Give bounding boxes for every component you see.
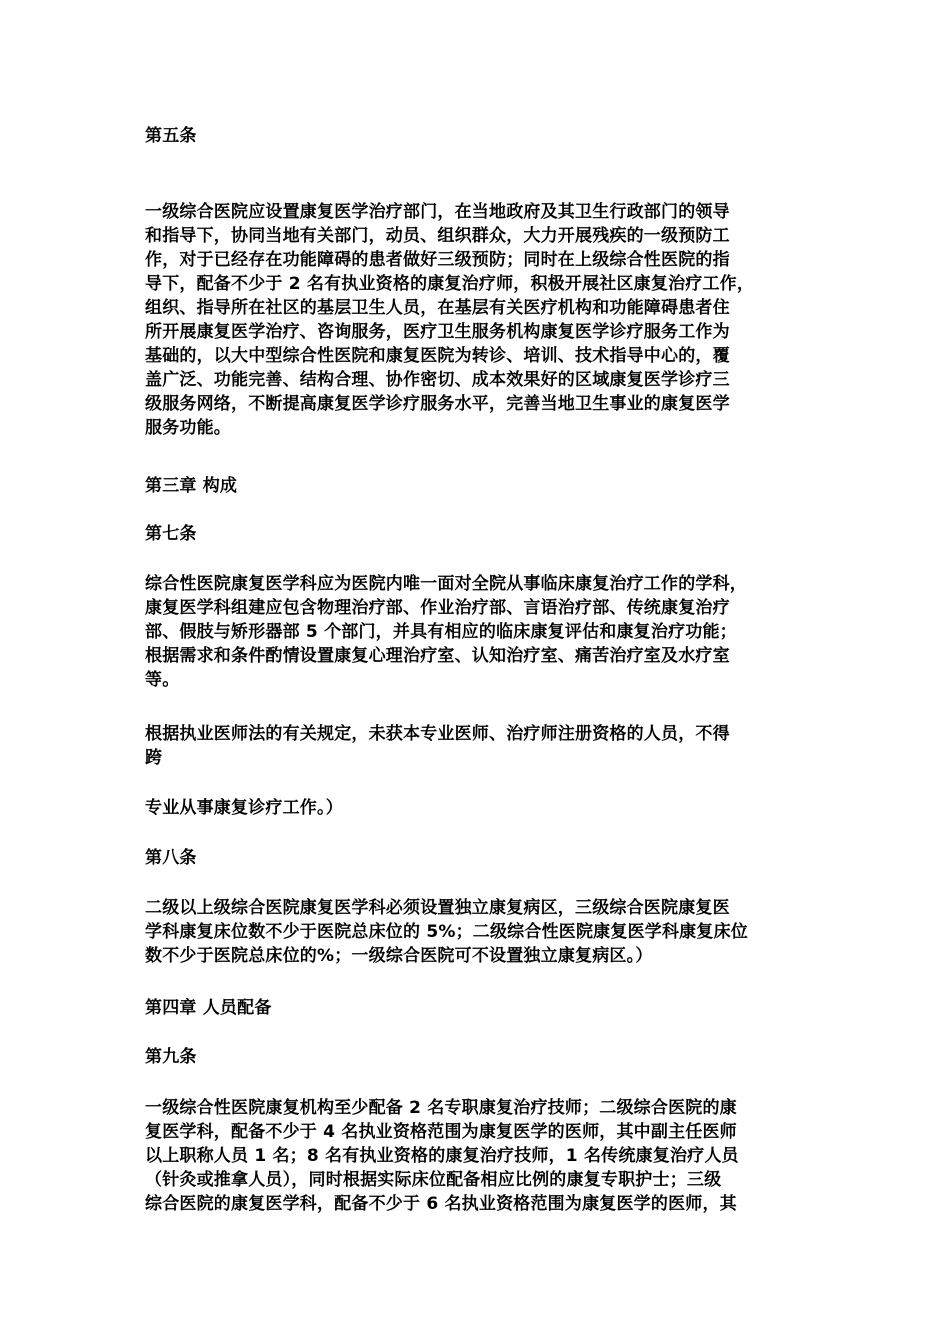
paragraph-line: 根据执业医师法的有关规定，未获本专业医师、治疗师注册资格的人员，不得	[145, 724, 730, 744]
paragraph-line: 所开展康复医学治疗、咨询服务，医疗卫生服务机构康复医学诊疗服务工作为	[145, 322, 730, 342]
paragraph-line: 级服务网络，不断提高康复医学诊疗服务水平，完善当地卫生事业的康复医学	[145, 394, 730, 414]
chapter-heading-4: 第四章 人员配备	[145, 998, 272, 1018]
paragraph-line: 综合医院的康复医学科，配备不少于 6 名执业资格范围为康复医学的医师，其	[145, 1194, 737, 1214]
paragraph-line: 盖广泛、功能完善、结构合理、协作密切、成本效果好的区域康复医学诊疗三	[145, 370, 730, 390]
paragraph-line: 组织、指导所在社区的基层卫生人员，在基层有关医疗机构和功能障碍患者住	[145, 298, 730, 318]
paragraph-line: （针灸或推拿人员），同时根据实际床位配备相应比例的康复专职护士；三级	[145, 1170, 722, 1190]
article-heading-9: 第九条	[145, 1047, 197, 1067]
paragraph-line: 二级以上级综合医院康复医学科必须设置独立康复病区，三级综合医院康复医	[145, 898, 730, 918]
chapter-heading-3: 第三章 构成	[145, 476, 238, 496]
paragraph-line: 跨	[145, 748, 163, 768]
paragraph-line: 学科康复床位数不少于医院总床位的 5%；二级综合性医院康复医学科康复床位	[145, 922, 748, 942]
paragraph-line: 数不少于医院总床位的%；一级综合医院可不设置独立康复病区。）	[145, 946, 653, 966]
paragraph-line: 和指导下，协同当地有关部门，动员、组织群众，大力开展残疾的一级预防工	[145, 226, 730, 246]
paragraph-line: 作，对于已经存在功能障碍的患者做好三级预防；同时在上级综合性医院的指	[145, 250, 730, 270]
paragraph-line: 复医学科，配备不少于 4 名执业资格范围为康复医学的医师，其中副主任医师	[145, 1122, 737, 1142]
paragraph-line: 一级综合性医院康复机构至少配备 2 名专职康复治疗技师；二级综合医院的康	[145, 1098, 737, 1118]
article-heading-8: 第八条	[145, 848, 197, 868]
paragraph-line: 一级综合医院应设置康复医学治疗部门，在当地政府及其卫生行政部门的领导	[145, 202, 730, 222]
article-heading-7: 第七条	[145, 524, 197, 544]
paragraph-line: 根据需求和条件酌情设置康复心理治疗室、认知治疗室、痛苦治疗室及水疗室	[145, 646, 730, 666]
paragraph-line: 以上职称人员 1 名；8 名有执业资格的康复治疗技师，1 名传统康复治疗人员	[145, 1146, 739, 1166]
paragraph-line: 等。	[145, 670, 180, 690]
paragraph-line: 基础的，以大中型综合性医院和康复医院为转诊、培训、技术指导中心的，覆	[145, 346, 730, 366]
paragraph-line: 部、假肢与矫形器部 5 个部门，并具有相应的临床康复评估和康复治疗功能；	[145, 622, 737, 642]
paragraph-line: 服务功能。	[145, 418, 231, 438]
paragraph-line: 综合性医院康复医学科应为医院内唯一面对全院从事临床康复治疗工作的学科，	[145, 574, 747, 594]
paragraph-line: 专业从事康复诊疗工作。）	[145, 798, 343, 818]
article-heading-5: 第五条	[145, 126, 197, 146]
paragraph-line: 康复医学科组建应包含物理治疗部、作业治疗部、言语治疗部、传统康复治疗	[145, 598, 730, 618]
paragraph-line: 导下，配备不少于 2 名有执业资格的康复治疗师，积极开展社区康复治疗工作，	[145, 274, 755, 294]
